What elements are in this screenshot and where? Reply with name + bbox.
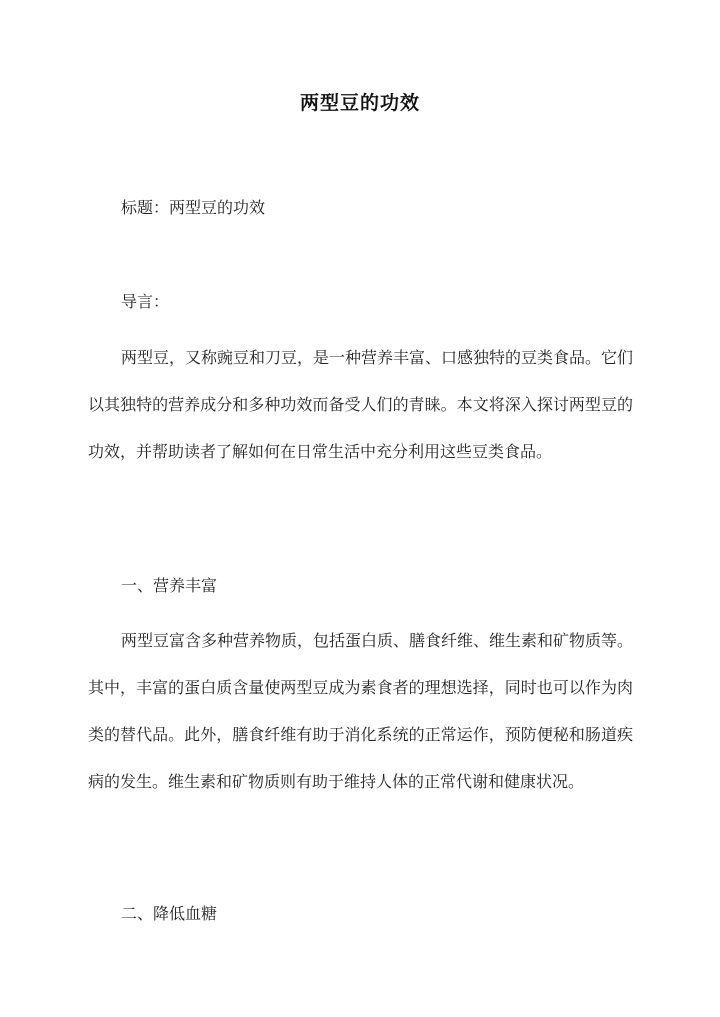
subtitle-line: 标题：两型豆的功效 — [121, 198, 266, 217]
intro-heading: 导言： — [121, 292, 170, 311]
intro-paragraph: 两型豆，又称豌豆和刀豆，是一种营养丰富、口感独特的豆类食品。它们以其独特的营养成分和多种功效而备受人们的青睐。本文将深入探讨两型豆的功效，并帮助读者了解如何在日常生活中充分利用这些豆类食品。 — [88, 348, 634, 461]
section-body-nutrition: 两型豆富含多种营养物质，包括蛋白质、膳食纤维、维生素和矿物质等。其中，丰富的蛋白质含量使两型豆成为素食者的理想选择，同时也可以作为肉类的替代品。此外，膳食纤维有助于消化系统的正常运作，预防便秘和肠道疾病的发生。维生素和矿物质则有助于维持人体的正常代谢和健康状况。 — [88, 631, 634, 791]
section-heading-blood-sugar: 二、降低血糖 — [121, 904, 218, 923]
document-title: 两型豆的功效 — [299, 92, 420, 114]
section-heading-nutrition: 一、营养丰富 — [121, 576, 218, 595]
